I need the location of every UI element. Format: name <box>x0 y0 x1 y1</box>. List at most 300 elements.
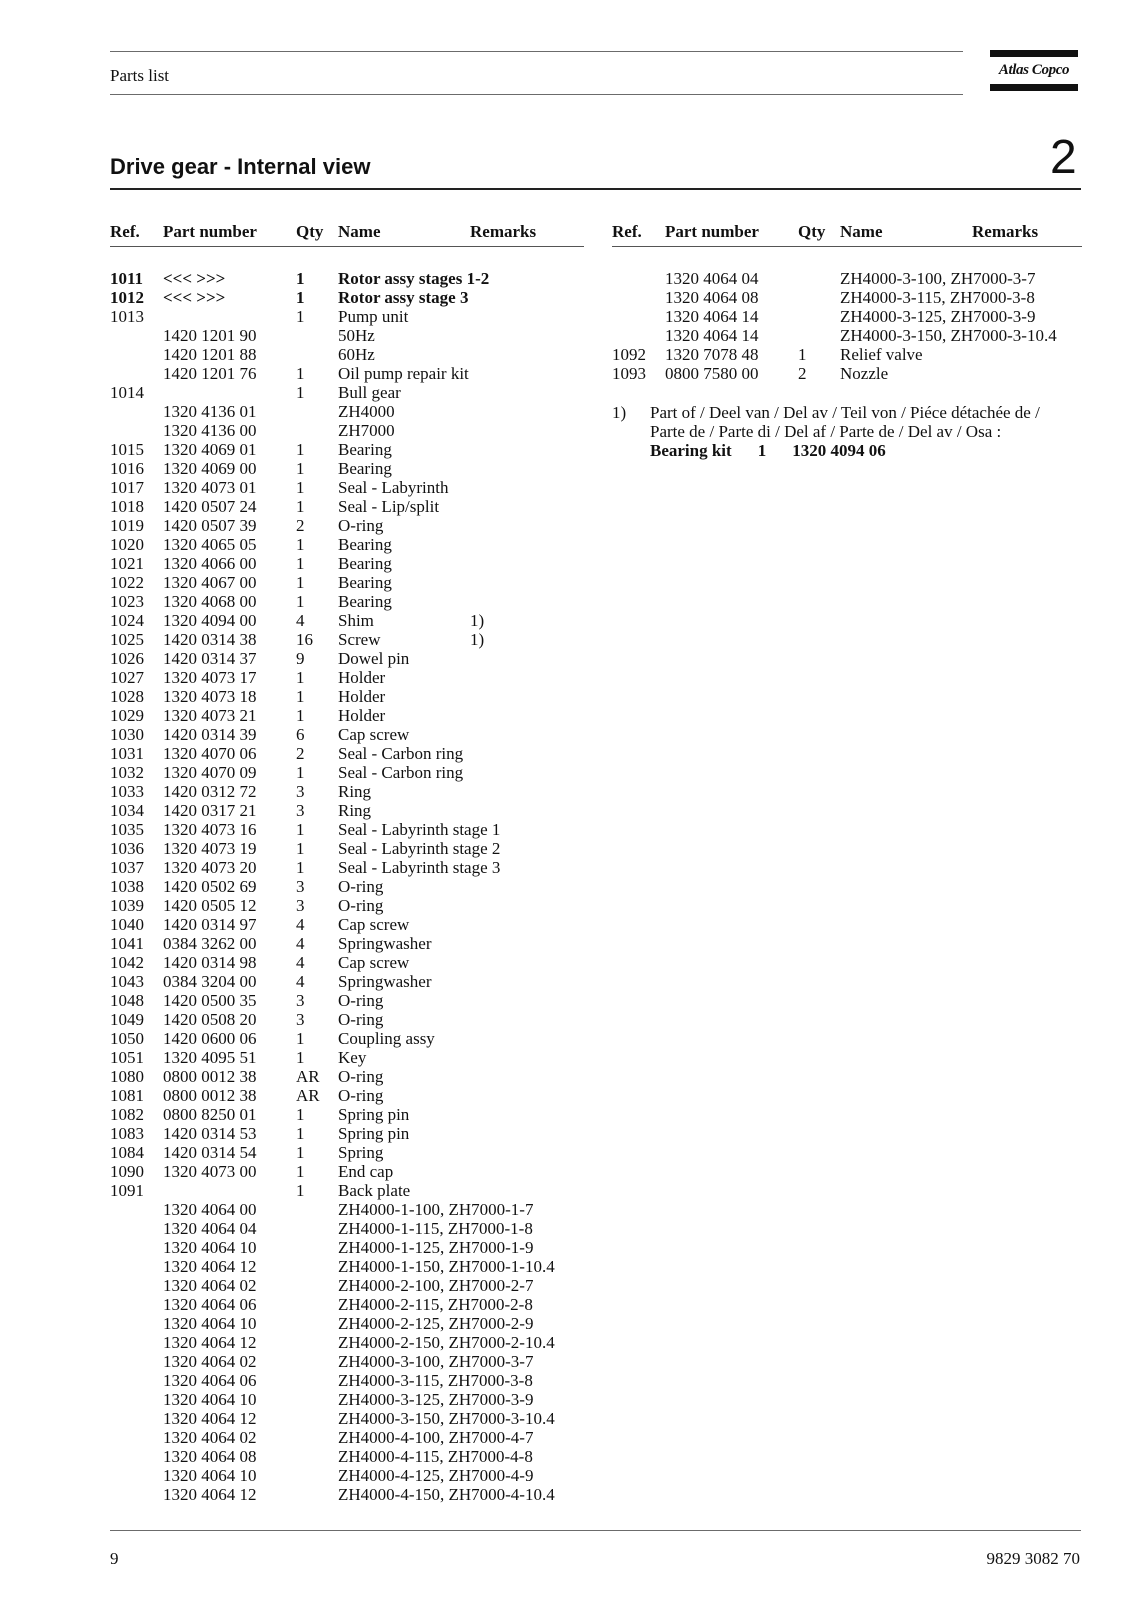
name-cell: ZH4000-3-150, ZH7000-3-10.4 <box>840 326 1057 345</box>
name-cell: ZH4000-4-115, ZH7000-4-8 <box>338 1447 533 1466</box>
part-number-cell: 1320 7078 48 <box>665 345 759 364</box>
ref-cell: 1016 <box>110 459 144 478</box>
ref-cell: 1038 <box>110 877 144 896</box>
ref-cell: 1092 <box>612 345 646 364</box>
ref-cell: 1036 <box>110 839 144 858</box>
table-row <box>110 516 584 535</box>
part-number-cell: 1420 1201 76 <box>163 364 257 383</box>
table-row <box>110 972 584 991</box>
table-row <box>612 269 1082 288</box>
table-row <box>110 934 584 953</box>
ref-cell: 1034 <box>110 801 144 820</box>
footnote-line-1: Part of / Deel van / Del av / Teil von / Piéce détachée de / <box>650 403 1040 422</box>
name-cell: Bearing <box>338 573 392 592</box>
name-cell: Screw <box>338 630 381 649</box>
name-cell: Holder <box>338 687 386 706</box>
qty-cell: 1 <box>296 1124 305 1143</box>
header-qty: Qty <box>296 222 324 241</box>
name-cell: Spring pin <box>338 1105 410 1124</box>
ref-cell: 1027 <box>110 668 144 687</box>
part-number-cell: 1320 4064 10 <box>163 1390 257 1409</box>
part-number-cell: 1420 0314 39 <box>163 725 257 744</box>
table-row <box>110 839 584 858</box>
part-number-cell: <<< >>> <box>163 288 226 307</box>
qty-cell: 1 <box>296 592 305 611</box>
qty-cell: 4 <box>296 972 305 991</box>
table-row <box>110 554 584 573</box>
table-row <box>110 782 584 801</box>
name-cell: O-ring <box>338 1010 384 1029</box>
qty-cell: 1 <box>296 706 305 725</box>
part-number-cell: 1320 4064 02 <box>163 1276 257 1295</box>
part-number-cell: 1320 4136 00 <box>163 421 257 440</box>
name-cell: Rotor assy stages 1-2 <box>338 269 490 288</box>
parts-table-left <box>110 222 584 1504</box>
table-row <box>110 1466 584 1485</box>
part-number-cell: 1320 4073 18 <box>163 687 257 706</box>
ref-cell: 1093 <box>612 364 646 383</box>
kit-part-number: 1320 4094 06 <box>792 441 886 460</box>
name-cell: Seal - Labyrinth <box>338 478 449 497</box>
table-row <box>110 1295 584 1314</box>
part-number-cell: 1320 4064 02 <box>163 1352 257 1371</box>
name-cell: Bull gear <box>338 383 401 402</box>
table-row <box>110 668 584 687</box>
qty-cell: 3 <box>296 801 305 820</box>
qty-cell: 1 <box>296 839 305 858</box>
part-number-cell: 1420 0317 21 <box>163 801 257 820</box>
brand-logo <box>990 50 1078 94</box>
ref-cell: 1015 <box>110 440 144 459</box>
table-row <box>110 402 584 421</box>
part-number-cell: 1420 0507 24 <box>163 497 257 516</box>
qty-cell: 4 <box>296 934 305 953</box>
header-remarks: Remarks <box>972 222 1039 241</box>
table-row <box>110 1428 584 1447</box>
header-qty: Qty <box>798 222 826 241</box>
ref-cell: 1035 <box>110 820 144 839</box>
header-bottom-rule <box>110 94 963 95</box>
table-row <box>110 687 584 706</box>
table-row <box>110 1010 584 1029</box>
table-row <box>110 1181 584 1200</box>
qty-cell: 1 <box>296 440 305 459</box>
table-row <box>612 326 1082 345</box>
name-cell: Oil pump repair kit <box>338 364 469 383</box>
ref-cell: 1011 <box>110 269 144 288</box>
name-cell: Spring pin <box>338 1124 410 1143</box>
name-cell: ZH4000-4-150, ZH7000-4-10.4 <box>338 1485 555 1504</box>
table-row <box>110 630 584 649</box>
ref-cell: 1040 <box>110 915 144 934</box>
table-row <box>110 725 584 744</box>
ref-cell: 1012 <box>110 288 144 307</box>
part-number-cell: 1420 0314 98 <box>163 953 257 972</box>
ref-cell: 1024 <box>110 611 144 630</box>
table-row <box>110 858 584 877</box>
bearing-kit-line <box>650 441 1082 460</box>
part-number-cell: 0800 0012 38 <box>163 1086 257 1105</box>
section-number: 2 <box>1050 131 1077 184</box>
part-number-cell: 1420 0502 69 <box>163 877 257 896</box>
name-cell: Bearing <box>338 554 392 573</box>
qty-cell: 1 <box>296 573 305 592</box>
table-row <box>612 307 1082 326</box>
ref-cell: 1080 <box>110 1067 144 1086</box>
name-cell: ZH4000-3-150, ZH7000-3-10.4 <box>338 1409 555 1428</box>
name-cell: Relief valve <box>840 345 923 364</box>
qty-cell: 1 <box>296 668 305 687</box>
name-cell: ZH4000-3-115, ZH7000-3-8 <box>338 1371 533 1390</box>
ref-cell: 1014 <box>110 383 144 402</box>
part-number-cell: 1320 4094 00 <box>163 611 257 630</box>
table-row <box>110 421 584 440</box>
part-number-cell: 0800 0012 38 <box>163 1067 257 1086</box>
table-row <box>612 364 1082 383</box>
table-row <box>110 1105 584 1124</box>
name-cell: 60Hz <box>338 345 375 364</box>
ref-cell: 1050 <box>110 1029 144 1048</box>
table-row <box>110 364 584 383</box>
table-row <box>110 1219 584 1238</box>
part-number-cell: 1420 0314 97 <box>163 915 257 934</box>
name-cell: ZH4000-2-150, ZH7000-2-10.4 <box>338 1333 555 1352</box>
table-header-rule <box>110 246 584 247</box>
name-cell: Pump unit <box>338 307 409 326</box>
name-cell: Ring <box>338 801 372 820</box>
name-cell: ZH4000-3-100, ZH7000-3-7 <box>338 1352 534 1371</box>
section-title: Drive gear - Internal view <box>110 154 371 179</box>
part-number-cell: 1320 4064 12 <box>163 1333 257 1352</box>
table-row <box>110 383 584 402</box>
qty-cell: 4 <box>296 915 305 934</box>
qty-cell: 1 <box>296 858 305 877</box>
parts-table-right <box>612 222 1082 460</box>
table-row <box>110 535 584 554</box>
table-row <box>110 1371 584 1390</box>
qty-cell: 1 <box>296 307 305 326</box>
qty-cell: 2 <box>296 516 305 535</box>
name-cell: Seal - Lip/split <box>338 497 440 516</box>
name-cell: ZH4000-1-100, ZH7000-1-7 <box>338 1200 534 1219</box>
qty-cell: 3 <box>296 782 305 801</box>
name-cell: Holder <box>338 706 386 725</box>
table-row <box>110 1029 584 1048</box>
part-number-cell: 0800 7580 00 <box>665 364 759 383</box>
table-row <box>110 288 584 307</box>
part-number-cell: 1420 0314 37 <box>163 649 257 668</box>
part-number-cell: 1320 4070 06 <box>163 744 257 763</box>
kit-name: Bearing kit <box>650 441 732 460</box>
name-cell: O-ring <box>338 877 384 896</box>
name-cell: ZH7000 <box>338 421 395 440</box>
table-row <box>110 1257 584 1276</box>
name-cell: Bearing <box>338 459 392 478</box>
table-row <box>110 573 584 592</box>
qty-cell: 1 <box>296 1105 305 1124</box>
table-row <box>110 1124 584 1143</box>
part-number-cell: 1320 4064 06 <box>163 1371 257 1390</box>
qty-cell: 1 <box>296 687 305 706</box>
name-cell: ZH4000-2-115, ZH7000-2-8 <box>338 1295 533 1314</box>
part-number-cell: 1320 4064 10 <box>163 1466 257 1485</box>
part-number-cell: 1320 4073 19 <box>163 839 257 858</box>
name-cell: O-ring <box>338 1067 384 1086</box>
table-row <box>110 763 584 782</box>
table-row <box>110 326 584 345</box>
ref-cell: 1091 <box>110 1181 144 1200</box>
ref-cell: 1023 <box>110 592 144 611</box>
part-number-cell: 1320 4073 20 <box>163 858 257 877</box>
qty-cell: 3 <box>296 1010 305 1029</box>
qty-cell: 1 <box>296 1048 305 1067</box>
qty-cell: 16 <box>296 630 313 649</box>
table-row <box>110 1086 584 1105</box>
name-cell: Seal - Carbon ring <box>338 763 464 782</box>
part-number-cell: 1320 4064 06 <box>163 1295 257 1314</box>
part-number-cell: 1420 0508 20 <box>163 1010 257 1029</box>
table-row <box>110 1314 584 1333</box>
part-number-cell: 1320 4064 12 <box>163 1409 257 1428</box>
name-cell: Springwasher <box>338 972 432 991</box>
table-row <box>110 1276 584 1295</box>
table-row <box>110 478 584 497</box>
name-cell: Cap screw <box>338 725 410 744</box>
ref-cell: 1043 <box>110 972 144 991</box>
table-row <box>110 1409 584 1428</box>
footnote-line-2: Parte de / Parte di / Del af / Parte de / Del av / Osa : <box>650 422 1002 441</box>
ref-cell: 1013 <box>110 307 144 326</box>
header-remarks: Remarks <box>470 222 537 241</box>
ref-cell: 1028 <box>110 687 144 706</box>
header-part-number: Part number <box>665 222 759 241</box>
remarks-cell: 1) <box>470 611 485 630</box>
table-row <box>110 649 584 668</box>
qty-cell: 1 <box>296 1029 305 1048</box>
ref-cell: 1048 <box>110 991 144 1010</box>
ref-cell: 1025 <box>110 630 144 649</box>
logo-top-bar <box>990 50 1078 57</box>
name-cell: Seal - Labyrinth stage 3 <box>338 858 501 877</box>
table-row <box>110 1238 584 1257</box>
ref-cell: 1020 <box>110 535 144 554</box>
name-cell: ZH4000-2-100, ZH7000-2-7 <box>338 1276 534 1295</box>
qty-cell: 9 <box>296 649 305 668</box>
qty-cell: 3 <box>296 991 305 1010</box>
part-number-cell: 1320 4064 08 <box>665 288 759 307</box>
qty-cell: 1 <box>296 497 305 516</box>
part-number-cell: 1320 4064 12 <box>163 1485 257 1504</box>
part-number-cell: 1320 4069 01 <box>163 440 257 459</box>
qty-cell: 1 <box>296 364 305 383</box>
name-cell: ZH4000-4-125, ZH7000-4-9 <box>338 1466 534 1485</box>
header-name: Name <box>840 222 883 241</box>
table-row <box>110 820 584 839</box>
table-row <box>110 744 584 763</box>
part-number-cell: 0800 8250 01 <box>163 1105 257 1124</box>
name-cell: Dowel pin <box>338 649 410 668</box>
name-cell: ZH4000 <box>338 402 395 421</box>
name-cell: Ring <box>338 782 372 801</box>
part-number-cell: 1320 4136 01 <box>163 402 257 421</box>
table-row <box>110 706 584 725</box>
name-cell: End cap <box>338 1162 394 1181</box>
qty-cell: 3 <box>296 896 305 915</box>
header-part-number: Part number <box>163 222 257 241</box>
qty-cell: 3 <box>296 877 305 896</box>
part-number-cell: 1320 4064 10 <box>163 1314 257 1333</box>
table-row <box>110 991 584 1010</box>
qty-cell: 4 <box>296 611 305 630</box>
part-number-cell: 1320 4064 02 <box>163 1428 257 1447</box>
ref-cell: 1042 <box>110 953 144 972</box>
ref-cell: 1081 <box>110 1086 144 1105</box>
name-cell: ZH4000-1-150, ZH7000-1-10.4 <box>338 1257 555 1276</box>
qty-cell: 1 <box>296 459 305 478</box>
ref-cell: 1018 <box>110 497 144 516</box>
name-cell: Bearing <box>338 440 392 459</box>
name-cell: ZH4000-3-125, ZH7000-3-9 <box>840 307 1036 326</box>
qty-cell: 1 <box>296 269 305 288</box>
parts-rows <box>110 269 584 1504</box>
part-number-cell: 1420 0505 12 <box>163 896 257 915</box>
name-cell: ZH4000-3-100, ZH7000-3-7 <box>840 269 1036 288</box>
name-cell: Bearing <box>338 535 392 554</box>
qty-cell: AR <box>296 1086 320 1105</box>
name-cell: Spring <box>338 1143 384 1162</box>
part-number-cell: 1420 0600 06 <box>163 1029 257 1048</box>
table-row <box>110 1447 584 1466</box>
page-number: 9 <box>110 1549 119 1568</box>
part-number-cell: 1320 4073 00 <box>163 1162 257 1181</box>
table-row <box>110 801 584 820</box>
qty-cell: 1 <box>296 383 305 402</box>
part-number-cell: 1420 0314 54 <box>163 1143 257 1162</box>
part-number-cell: 1320 4095 51 <box>163 1048 257 1067</box>
qty-cell: AR <box>296 1067 320 1086</box>
header-ref: Ref. <box>110 222 140 241</box>
table-row <box>110 345 584 364</box>
table-row <box>110 953 584 972</box>
name-cell: Nozzle <box>840 364 889 383</box>
part-number-cell: 1420 1201 90 <box>163 326 257 345</box>
table-row <box>110 1485 584 1504</box>
qty-cell: 1 <box>798 345 807 364</box>
table-header-rule <box>612 246 1082 247</box>
ref-cell: 1041 <box>110 934 144 953</box>
table-row <box>110 307 584 326</box>
parts-rows <box>612 269 1082 383</box>
table-row <box>110 915 584 934</box>
name-cell: Seal - Labyrinth stage 2 <box>338 839 501 858</box>
qty-cell: 6 <box>296 725 305 744</box>
table-row <box>110 1333 584 1352</box>
part-number-cell: 1320 4073 21 <box>163 706 257 725</box>
qty-cell: 1 <box>296 288 305 307</box>
part-number-cell: <<< >>> <box>163 269 226 288</box>
qty-cell: 1 <box>296 763 305 782</box>
header-label: Parts list <box>110 66 170 85</box>
qty-cell: 1 <box>296 1143 305 1162</box>
part-number-cell: 1320 4064 08 <box>163 1447 257 1466</box>
footnote <box>612 403 1082 460</box>
table-row <box>110 440 584 459</box>
ref-cell: 1039 <box>110 896 144 915</box>
name-cell: ZH4000-1-115, ZH7000-1-8 <box>338 1219 533 1238</box>
qty-cell: 1 <box>296 1181 305 1200</box>
kit-qty: 1 <box>757 441 767 460</box>
ref-cell: 1037 <box>110 858 144 877</box>
ref-cell: 1090 <box>110 1162 144 1181</box>
qty-cell: 1 <box>296 1162 305 1181</box>
part-number-cell: 1320 4066 00 <box>163 554 257 573</box>
ref-cell: 1051 <box>110 1048 144 1067</box>
ref-cell: 1031 <box>110 744 144 763</box>
part-number-cell: 1320 4073 17 <box>163 668 257 687</box>
part-number-cell: 1420 0312 72 <box>163 782 257 801</box>
qty-cell: 1 <box>296 478 305 497</box>
part-number-cell: 1320 4069 00 <box>163 459 257 478</box>
ref-cell: 1049 <box>110 1010 144 1029</box>
part-number-cell: 1320 4068 00 <box>163 592 257 611</box>
header-top-rule <box>110 51 963 52</box>
table-row <box>110 269 584 288</box>
name-cell: ZH4000-3-125, ZH7000-3-9 <box>338 1390 534 1409</box>
part-number-cell: 1320 4064 12 <box>163 1257 257 1276</box>
name-cell: ZH4000-1-125, ZH7000-1-9 <box>338 1238 534 1257</box>
name-cell: ZH4000-2-125, ZH7000-2-9 <box>338 1314 534 1333</box>
document-number: 9829 3082 70 <box>986 1549 1080 1568</box>
name-cell: Coupling assy <box>338 1029 435 1048</box>
part-number-cell: 1320 4064 14 <box>665 326 759 345</box>
ref-cell: 1029 <box>110 706 144 725</box>
part-number-cell: 1320 4065 05 <box>163 535 257 554</box>
ref-cell: 1021 <box>110 554 144 573</box>
table-row <box>110 1143 584 1162</box>
logo-wordmark: Atlas Copco <box>998 62 1070 78</box>
table-row <box>110 1200 584 1219</box>
part-number-cell: 1420 1201 88 <box>163 345 257 364</box>
name-cell: ZH4000-3-115, ZH7000-3-8 <box>840 288 1035 307</box>
name-cell: Holder <box>338 668 386 687</box>
table-row <box>110 1390 584 1409</box>
table-row <box>110 592 584 611</box>
title-rule <box>110 188 1081 190</box>
part-number-cell: 1320 4070 09 <box>163 763 257 782</box>
name-cell: Cap screw <box>338 953 410 972</box>
table-row <box>612 345 1082 364</box>
qty-cell: 1 <box>296 535 305 554</box>
table-row <box>110 877 584 896</box>
table-row <box>110 1048 584 1067</box>
name-cell: Bearing <box>338 592 392 611</box>
name-cell: Key <box>338 1048 367 1067</box>
part-number-cell: 1320 4073 01 <box>163 478 257 497</box>
qty-cell: 2 <box>798 364 807 383</box>
ref-cell: 1022 <box>110 573 144 592</box>
part-number-cell: 0384 3262 00 <box>163 934 257 953</box>
ref-cell: 1026 <box>110 649 144 668</box>
part-number-cell: 1320 4064 14 <box>665 307 759 326</box>
ref-cell: 1030 <box>110 725 144 744</box>
name-cell: O-ring <box>338 1086 384 1105</box>
ref-cell: 1032 <box>110 763 144 782</box>
name-cell: Cap screw <box>338 915 410 934</box>
part-number-cell: 1420 0314 53 <box>163 1124 257 1143</box>
part-number-cell: 1320 4067 00 <box>163 573 257 592</box>
remarks-cell: 1) <box>470 630 485 649</box>
table-row <box>110 1352 584 1371</box>
